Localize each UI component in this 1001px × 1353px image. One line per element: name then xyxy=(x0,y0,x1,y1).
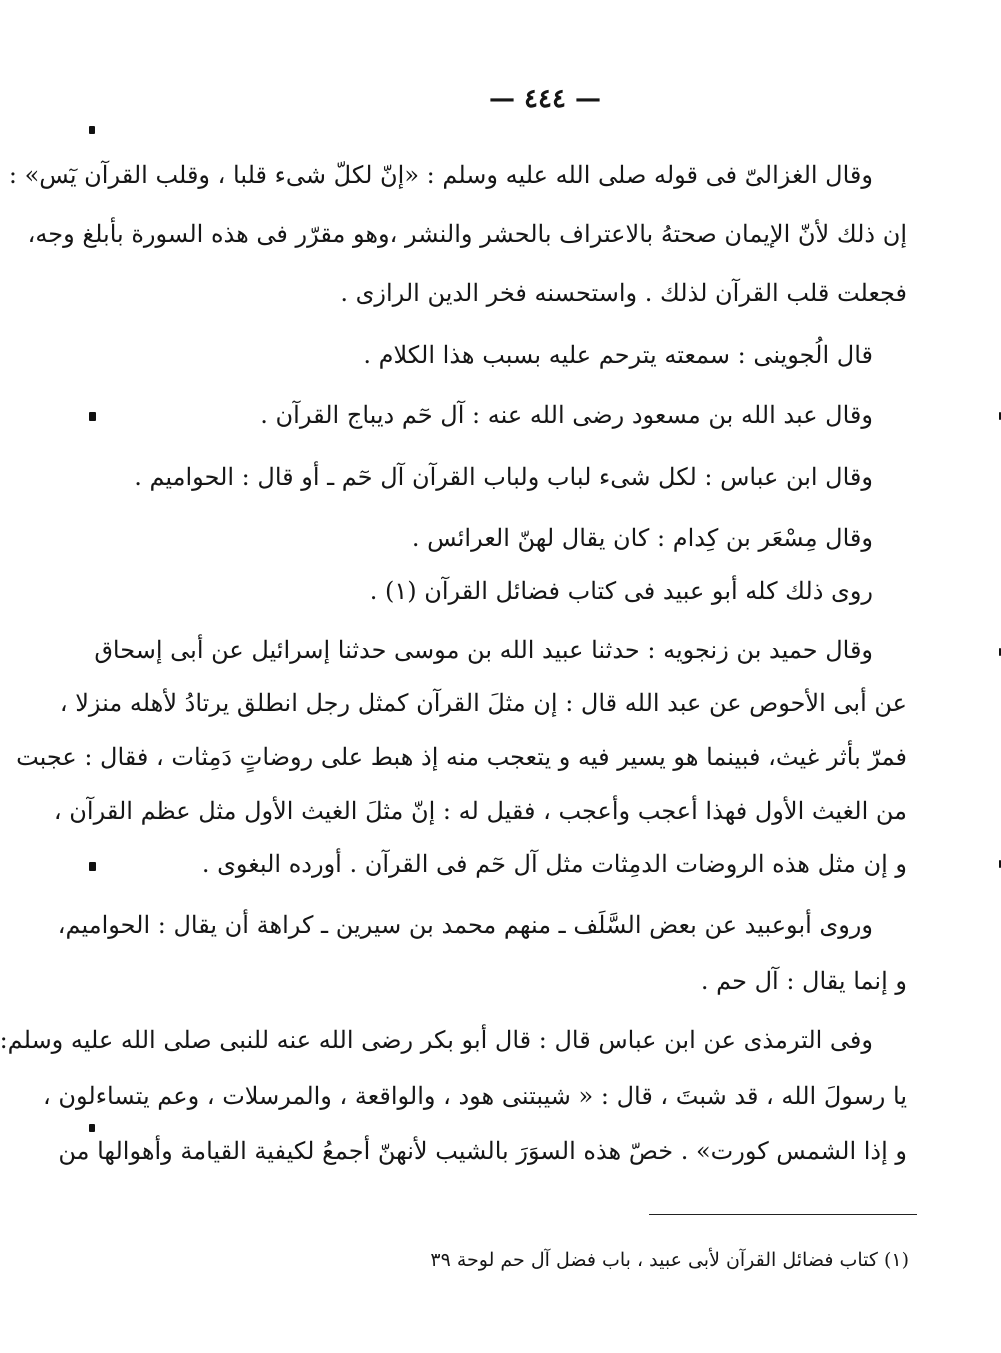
text-line: من الغيث الأول فهذا أعجب وأعجب ، فقيل له : إنّ مثلَ الغيث الأول مثل عظم القرآن ، xyxy=(53,797,907,825)
paragraph-ghazali xyxy=(8,160,907,308)
text-line: وقال عبد الله بن مسعود رضى الله عنه : آل حٓم ديباج القرآن . xyxy=(260,401,873,429)
text-line: و إن مثل هذه الروضات الدمِثات مثل آل حٓم فى القرآن . أورده البغوى . xyxy=(201,850,907,878)
text-line: وقال الغزالىّ فى قوله صلى الله عليه وسلم : «إنّ لكلّ شىء قلبا ، وقلب القرآن يٓس» : xyxy=(8,161,873,189)
footnote: (١) كتاب فضائل القرآن لأبى عبيد ، باب فضل آل حم لوحة ٣٩ xyxy=(430,1249,909,1271)
paragraph-sayings xyxy=(134,340,907,606)
scan-edge-mark xyxy=(89,862,96,871)
text-line: وقال مِسْعَر بن كِدام : كان يقال لهنّ العرائس . xyxy=(411,524,873,552)
text-line: إن ذلك لأنّ الإيمان صحتهُ بالاعتراف بالحشر والنشر ،وهو مقرّر فى هذه السورة بأبلغ وجه، xyxy=(27,220,907,248)
text-line: فجعلت قلب القرآن لذلك . واستحسنه فخر الدين الرازى . xyxy=(340,279,907,307)
scan-edge-mark xyxy=(89,1124,95,1132)
page-number: — ٤٤٤ — xyxy=(488,84,602,114)
text-line: فمرّ بأثر غيث، فبينما هو يسير فيه و يتعجب منه إذ هبط على روضاتٍ دَمِثات ، فقال : عجبت xyxy=(16,743,907,771)
text-line: روى ذلك كله أبو عبيد فى كتاب فضائل القرآن (١) . xyxy=(369,577,873,605)
text-line: وفى الترمذى عن ابن عباس قال : قال أبو بكر رضى الله عنه للنبى صلى الله عليه وسلم: xyxy=(0,1026,873,1054)
text-line: عن أبى الأحوص عن عبد الله قال : إن مثلَ القرآن كمثل رجل انطلق يرتادُ لأهله منزلا ، xyxy=(59,689,907,717)
paragraph-abu-ubaid xyxy=(57,910,907,996)
text-line: وروى أبوعبيد عن بعض السَّلَف ـ منهم محمد بن سيرين ـ كراهة أن يقال : الحواميم، xyxy=(57,911,873,939)
text-line: وقال ابن عباس : لكل شىء لباب ولباب القرآن آل حٓم ـ أو قال : الحواميم . xyxy=(134,463,873,491)
text-line: و إنما يقال : آل حم . xyxy=(700,967,907,995)
text-line: وقال حميد بن زنجويه : حدثنا عبيد الله بن موسى حدثنا إسرائيل عن أبى إسحاق xyxy=(94,636,873,664)
paragraph-tirmidhi xyxy=(0,1025,907,1166)
footnote-divider xyxy=(649,1214,917,1215)
text-line: قال الُجوينى : سمعته يترحم عليه بسبب هذا الكلام . xyxy=(363,341,873,369)
text-line: يا رسولَ الله ، قد شبتَ ، قال : « شيبتنى هود ، والواقعة ، والمرسلات ، وعم يتساءلون ، xyxy=(43,1082,907,1110)
scan-edge-mark xyxy=(89,412,96,421)
scan-edge-mark xyxy=(89,126,95,134)
paragraph-humaid xyxy=(16,635,907,879)
text-line: و إذا الشمس كورت» . خصّ هذه السوَرَ بالشيب لأنهنّ أجمعُ لكيفية القيامة وأهوالها من xyxy=(58,1137,907,1165)
